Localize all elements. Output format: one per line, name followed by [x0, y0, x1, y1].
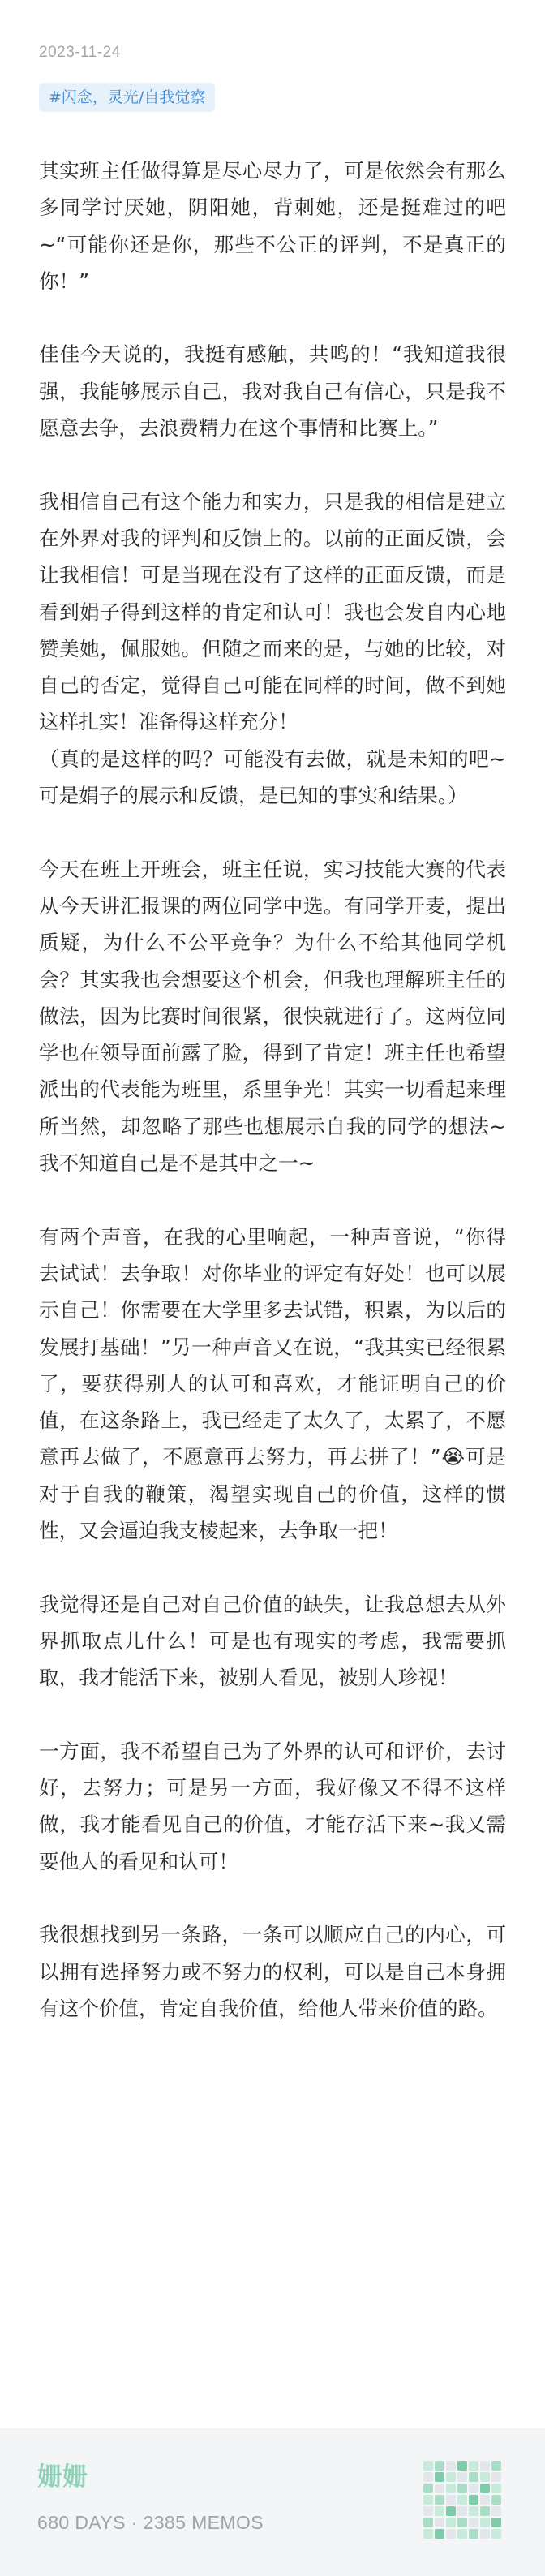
paragraph: 今天在班上开班会，班主任说，实习技能大赛的代表从今天讲汇报课的两位同学中选。有同学开麦，提出质疑，为什么不公平竞争？为什么不给其他同学机会？其实我也会想要这个机会，但我也理解班主任的做法，因为比赛时间很紧，很快就进行了。这两位同学也在领导面前露了脸，得到了肯定！班主任也希望派出的代表能为班里，系里争光！其实一切看起来理所当然，却忽略了那些也想展示自我的同学的想法~我不知道自己是不是其中之一~ [39, 857, 506, 1176]
paragraph: （真的是这样的吗？可能没有去做，就是未知的吧~可是娟子的展示和反馈，是已知的事实和结果。） [39, 746, 506, 808]
memo-tag[interactable]: #闪念，灵光/自我觉察 [39, 83, 215, 112]
paragraph: 其实班主任做得算是尽心尽力了，可是依然会有那么多同学讨厌她，阴阳她，背刺她，还是挺难过的吧~“可能你还是你，那些不公正的评判，不是真正的你！” [39, 159, 506, 293]
paragraph: 我相信自己有这个能力和实力，只是我的相信是建立在外界对我的评判和反馈上的。以前的正面反馈，会让我相信！可是当现在没有了这样的正面反馈，而是看到娟子得到这样的肯定和认可！我也会发自内心地赞美她，佩服她。但随之而来的是，与她的比较，对自己的否定，觉得自己可能在同样的时间，做不到她这样扎实！准备得这样充分！ [39, 489, 506, 734]
memo-stats: 680 DAYS · 2385 MEMOS [37, 2512, 264, 2533]
author-name: 姗姗 [37, 2462, 88, 2492]
paragraph: 一方面，我不希望自己为了外界的认可和评价，去讨好，去努力；可是另一方面，我好像又不得不这样做，我才能看见自己的价值，才能存活下来~我又需要他人的看见和认可！ [39, 1739, 506, 1873]
paragraph: 我很想找到另一条路，一条可以顺应自己的内心，可以拥有选择努力或不努力的权利，可以是自己本身拥有这个价值，肯定自我价值，给他人带来价值的路。 [39, 1923, 506, 2020]
memo-date: 2023-11-24 [39, 44, 121, 61]
paragraph: 佳佳今天说的，我挺有感触，共鸣的！“我知道我很强，我能够展示自己，我对我自己有信心，只是我不愿意去争，去浪费精力在这个事情和比赛上。” [39, 342, 506, 441]
paragraph: 我觉得还是自己对自己价值的缺失，让我总想去从外界抓取点儿什么！可是也有现实的考虑，我需要抓取，我才能活下来，被别人看见，被别人珍视！ [39, 1592, 506, 1690]
memo-footer [0, 2428, 545, 2576]
memo-body [39, 153, 506, 2027]
paragraph: 有两个声音，在我的心里响起，一种声音说，“你得去试试！去争取！对你毕业的评定有好处！也可以展示自己！你需要在大学里多去试错，积累，为以后的发展打基础！”另一种声音又在说，“我其实已经很累了，要获得别人的认可和喜欢，才能证明自己的价值，在这条路上，我已经走了太久了，太累了，不愿意再去做了，不愿意再去努力，再去拼了！”😭可是对于自我的鞭策，渴望实现自己的价值，这样的惯性，又会逼迫我支棱起来，去争取一把！ [39, 1224, 506, 1542]
activity-heatmap-icon [423, 2461, 503, 2540]
